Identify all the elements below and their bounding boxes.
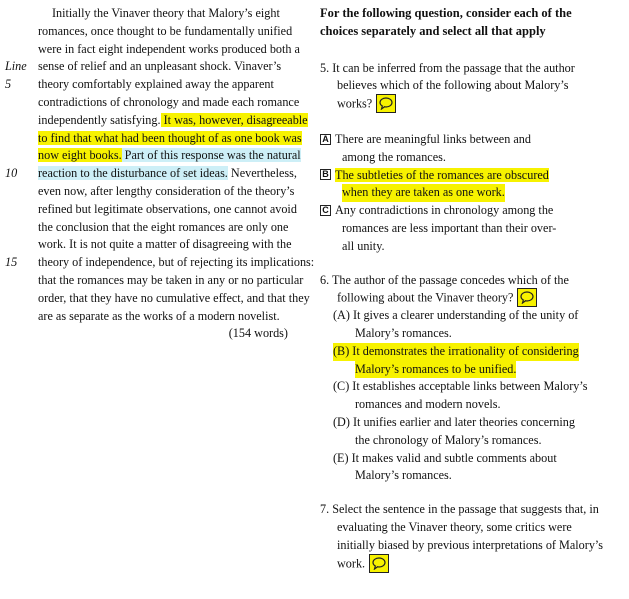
passage-text	[38, 41, 300, 59]
choice-text: romances and modern novels.	[355, 397, 501, 412]
text-segment: theory comfortably explained away the apparent	[38, 77, 274, 92]
choice-text: Malory’s romances.	[355, 325, 452, 340]
text-segment: romances, once thought to be fundamentally unified	[38, 23, 293, 38]
choice-a-line[interactable]	[320, 131, 620, 149]
choice-text: when they are taken as one work.	[342, 184, 505, 202]
choice-b-line	[320, 184, 620, 202]
comment-bubble-icon[interactable]	[369, 554, 389, 573]
choice-a[interactable]: (A) It gives a clearer understanding of the unity of	[333, 308, 579, 323]
text-segment: independently satisfying.	[38, 112, 161, 127]
choice-line	[320, 361, 620, 379]
text-segment: Initially the Vinaver theory that Malory’s eight	[52, 6, 280, 20]
text-segment: work. It is not quite a matter of disagreeing with the	[38, 237, 292, 252]
passage-line	[0, 254, 315, 272]
highlighted-sentence-secondary: Part of this response was the natural	[121, 148, 301, 163]
highlighted-sentence: It was, however, disagreeable	[160, 112, 308, 127]
passage-text	[38, 94, 299, 112]
text-segment: even now, after lengthy consideration of the theory’s	[38, 183, 295, 198]
choice-line	[320, 467, 620, 485]
choice-d[interactable]: (D) It unifies earlier and later theories concerning	[333, 414, 575, 429]
passage-text	[38, 236, 292, 254]
question-5	[320, 60, 620, 256]
passage-line	[0, 201, 300, 219]
question-6-stem-line	[320, 272, 620, 290]
choice-text: all unity.	[342, 238, 385, 253]
passage-line	[0, 112, 308, 130]
passage-line	[0, 308, 300, 326]
passage-text	[38, 147, 301, 165]
question-text: initially biased by previous interpretations of Malory’s	[337, 537, 604, 552]
choice-c-line	[320, 238, 620, 256]
passage-text	[38, 219, 288, 237]
word-count: (154 words)	[228, 326, 288, 341]
choice-e[interactable]: (E) It makes valid and subtle comments about	[333, 450, 557, 465]
passage-text	[38, 254, 314, 272]
choice-b[interactable]: (B) It demonstrates the irrationality of considering	[333, 343, 579, 361]
passage-line	[0, 183, 300, 201]
passage-text	[52, 5, 280, 23]
text-segment: were in fact eight independent works produced both a	[38, 41, 300, 56]
text-segment: sense of relief and an unpleasant shock. Vinaver’s	[38, 59, 282, 74]
passage-text	[38, 76, 274, 94]
choice-text: the chronology of Malory’s romances.	[355, 432, 542, 447]
choice-line[interactable]	[320, 307, 620, 325]
passage-line	[0, 5, 300, 23]
choice-c[interactable]: (C) It establishes acceptable links between Malory’s	[333, 379, 588, 394]
question-5-stem-line	[320, 95, 620, 113]
passage	[0, 5, 315, 343]
passage-text	[38, 23, 292, 41]
choice-line[interactable]	[320, 450, 620, 468]
passage-line	[0, 58, 300, 76]
line-number: 5	[5, 77, 12, 92]
choice-c-label	[320, 202, 553, 220]
question-5-stem-line	[320, 77, 620, 95]
question-6	[320, 272, 620, 486]
passage-line	[0, 272, 304, 290]
choice-line[interactable]	[320, 343, 620, 361]
choice-c-line[interactable]	[320, 202, 620, 220]
passage-line	[0, 165, 300, 183]
passage-line	[0, 94, 300, 112]
line-number: 10	[5, 166, 18, 181]
passage-line	[0, 236, 300, 254]
comment-bubble-icon[interactable]	[517, 288, 537, 307]
passage-text	[38, 201, 297, 219]
passage-line	[0, 219, 300, 237]
choice-c-line	[320, 220, 620, 238]
text-segment: are as separate as the works of a modern novelist.	[38, 308, 280, 323]
question-7-stem-line	[320, 519, 620, 537]
passage-line	[0, 147, 300, 165]
choice-line[interactable]	[320, 414, 620, 432]
questions-panel	[320, 5, 620, 572]
passage-line	[0, 41, 300, 59]
text-segment: the conclusion that the eight romances are only one	[38, 219, 289, 234]
choice-line	[320, 396, 620, 414]
text-segment: contradictions of chronology and made each romance	[38, 94, 300, 109]
choice-line	[320, 325, 620, 343]
passage-text	[38, 183, 294, 201]
checkbox-a[interactable]: A	[320, 134, 331, 145]
checkbox-b[interactable]: B	[320, 169, 331, 180]
highlighted-sentence: now eight books.	[38, 148, 122, 163]
choice-text: Malory’s romances to be unified.	[355, 361, 516, 379]
choice-a-line	[320, 149, 620, 167]
comment-bubble-icon[interactable]	[376, 94, 396, 113]
choice-text: Any contradictions in chronology among the	[335, 203, 554, 218]
question-7	[320, 501, 620, 572]
choice-text: among the romances.	[342, 149, 446, 164]
passage-text	[38, 112, 308, 130]
passage-line	[0, 290, 310, 308]
choice-text: Malory’s romances.	[355, 468, 452, 483]
question-text: 5. It can be inferred from the passage that the author	[320, 60, 575, 75]
text-segment: refined but legitimate observations, one cannot avoid	[38, 201, 297, 216]
choice-text: romances are less important than their over-	[342, 220, 557, 235]
question-6-stem-line	[320, 289, 620, 307]
passage-text	[38, 165, 297, 183]
highlighted-sentence-secondary: reaction to the disturbance of set ideas.	[38, 166, 228, 181]
passage-text	[38, 272, 303, 290]
question-text: 7. Select the sentence in the passage that suggests that, in	[320, 502, 599, 517]
text-segment: theory of independence, but of rejecting its implications:	[38, 255, 315, 270]
question-7-stem-line	[320, 555, 620, 573]
question-text: works?	[337, 95, 396, 114]
choice-line	[320, 432, 620, 450]
spacer	[320, 113, 620, 131]
question-text: work.	[337, 555, 389, 574]
instructions: For the following question, consider each of the choices separately and select all that apply	[320, 6, 572, 38]
passage-text	[38, 58, 281, 76]
passage-line	[0, 130, 300, 148]
question-5-stem-line	[320, 60, 620, 78]
question-text: following about the Vinaver theory?	[337, 289, 537, 308]
passage-text	[38, 308, 280, 326]
choice-line[interactable]	[320, 378, 620, 396]
choice-text: There are meaningful links between and	[335, 131, 531, 146]
choice-b-label	[320, 167, 549, 185]
question-7-stem-line	[320, 537, 620, 555]
word-count-row	[0, 325, 300, 343]
question-7-stem-line	[320, 501, 620, 519]
highlighted-sentence: to find that what had been thought of as one book was	[38, 130, 302, 145]
text-segment: order, that they have no cumulative effect, and that they	[38, 290, 310, 305]
passage-text	[38, 290, 310, 308]
passage-line	[0, 23, 300, 41]
text-segment: that the romances may be taken in any or no particular	[38, 272, 304, 287]
passage-line	[0, 76, 300, 94]
line-number: 15	[5, 255, 18, 270]
line-number: Line	[5, 59, 27, 74]
question-text: 6. The author of the passage concedes which of the	[320, 272, 569, 287]
passage-text	[38, 130, 302, 148]
text-segment: Nevertheless,	[227, 166, 297, 181]
checkbox-c[interactable]: C	[320, 205, 331, 216]
question-text: evaluating the Vinaver theory, some critics were	[337, 519, 572, 534]
choice-a-label	[320, 131, 531, 149]
choice-text: The subtleties of the romances are obscured	[335, 167, 549, 182]
choice-b-line[interactable]	[320, 167, 620, 185]
question-text: believes which of the following about Malory’s	[337, 78, 569, 93]
